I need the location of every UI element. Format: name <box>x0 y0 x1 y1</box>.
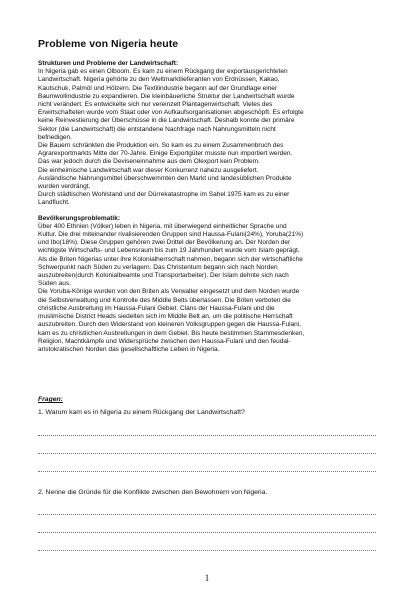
text-line: Süden aus. <box>38 280 71 288</box>
text-line: Religion, Machtkämpfe und Widersprüche zwischen den Haussa-Fulani und den feudal- <box>38 337 291 345</box>
text-line: Baumwollindustrie zu expandieren. Die kleinbäuerliche Struktur der Landwirtschaft wurde <box>38 92 295 100</box>
text-line: auszubreiten(durch Kolonialbeamte und Transportarbeiter). Der Islam dehnte sich nach <box>38 272 289 280</box>
text-line: Die einheimische Landwirtschaft war dieser Konkurrenz nahezu ausgeliefert. <box>38 166 259 174</box>
body-text <box>38 60 378 354</box>
text-line: Das war jedoch durch die Deviseneinnahme aus dem Olexport kein Problem. <box>38 158 260 166</box>
text-line: Als die Briten Nigerias unter ihre Kolonialherrschaft nahmen, begann sich der wirtschaftliche <box>38 255 303 263</box>
text-line: Landwirtschaft. Nigeria gehörte zu den Weltmarktlieferanten von Erdnüssen, Kakao, <box>38 76 280 84</box>
text-line: Die Yoruba-Könige wurden von den Briten als Verwalter eingesetzt und dem Norden wurde <box>38 288 300 296</box>
question-1: 1. Warum kam es in Nigeria zu einem Rückgang der Landwirtschaft? <box>38 409 245 416</box>
answer-line[interactable] <box>38 434 376 436</box>
text-line: christliche Ausbreitung im Haussa-Fulani Gebiet. Clans der Haussa-Fulani und die <box>38 304 275 312</box>
text-line: Agrarexportmarkts Mitte der 70-Jahre. Einige Exportgüter musste nun importiert werden. <box>38 150 293 158</box>
text-line: Kautschuk, Palmöl und Hölzern. Die Textilindustrie begann auf der Grundlage einer <box>38 84 278 92</box>
answer-line[interactable] <box>38 513 376 515</box>
answer-line[interactable] <box>38 549 376 551</box>
text-line: Kultur. Die drei miteinander rivalisierenden Gruppen sind Haussa-Fulani(24%), Yoruba(21%) <box>38 231 304 239</box>
text-line: muslimische District Heads siedelten sich im Middle Belt an, um die politische Herrschaft <box>38 313 293 321</box>
questions-heading: Fragen: <box>38 396 63 403</box>
answer-line[interactable] <box>38 531 376 533</box>
text-line: Ausländische Nahrungsmittel überschwemmten den Markt und landesüblichen Produkte <box>38 174 292 182</box>
text-line: Landflucht. <box>38 199 70 207</box>
text-line: nicht verändert. Es entwickelte sich nur vereinzelt Plantagenwirtschaft. Vieles des <box>38 101 273 109</box>
text-line: Über 400 Ethnien (Völker) leben in Nigeria, mit überwiegend einheitlicher Sprache und <box>38 222 287 230</box>
section-heading-bevoelkerung: Bevölkerungsproblematik: <box>38 214 120 222</box>
text-line: wurden verdrängt. <box>38 183 91 191</box>
text-line: kam es zu christlichen Ausbreitungen in dem Gebiet. Bis heute bestimmen Stammesdenken, <box>38 329 305 337</box>
text-line: Durch städtischen Wohlstand und der Dürrekatastrophe im Sahel 1975 kam es zu einer <box>38 191 290 199</box>
section-gap <box>38 208 378 215</box>
answer-line[interactable] <box>38 470 376 472</box>
text-line: Schwerpunkt nach Süden zu verlagern. Das Christentum begann sich nach Norden <box>38 263 278 271</box>
text-line: Sektor (die Landwirtschaft) die entstandene Nachfrage nach Nahrungsmitteln nicht <box>38 125 276 133</box>
text-line: In Nigeria gab es einen Olboom. Es kam zu einem Rückgang der exportausgerichteten <box>38 68 288 76</box>
text-line: Erwirtschafteten wurde vom Staat oder von Aufkaufsorganisationen abgeschöpft. Es erfolgte <box>38 109 304 117</box>
text-line: wichtigste Wirtschafts- und Lebensraum bis zum 19 Jahrhundert wurde vom Islam geprägt. <box>38 247 300 255</box>
section-body-landwirtschaft <box>38 68 378 207</box>
page-title: Probleme von Nigeria heute <box>38 38 179 50</box>
text-line: keine Reinvestierung der Überschüsse in die Landwirtschaft. Deshalb konnte der primäre <box>38 117 295 125</box>
section-body-bevoelkerung <box>38 223 378 354</box>
text-line: die Selbstverwaltung und Kontrolle des Middle Belts überlassen. Die Briten verboten die <box>38 296 291 304</box>
page-number: 1 <box>204 573 210 583</box>
text-line: und Ibo(18%). Diese Gruppen gehören zwei Drittel der Bevölkerung an. Der Norden der <box>38 239 291 247</box>
question-2: 2. Nenne die Gründe für die Konflikte zwischen den Bewohnern von Nigeria. <box>38 489 268 496</box>
text-line: auszubreiten. Durch den Widerstand von kleineren Volksgruppen gegen die Haussa-Fulani, <box>38 321 302 329</box>
text-line: befriedigen. <box>38 133 72 141</box>
section-heading-landwirtschaft: Strukturen und Probleme der Landwirtschaft: <box>38 60 179 67</box>
text-line: aristokratischen Norden das gesellschaftliche Leben in Nigeria. <box>38 345 220 353</box>
text-line: Die Bauern schränkten die Produktion ein. So kam es zu einem Zusammenbruch des <box>38 142 284 150</box>
answer-line[interactable] <box>38 452 376 454</box>
